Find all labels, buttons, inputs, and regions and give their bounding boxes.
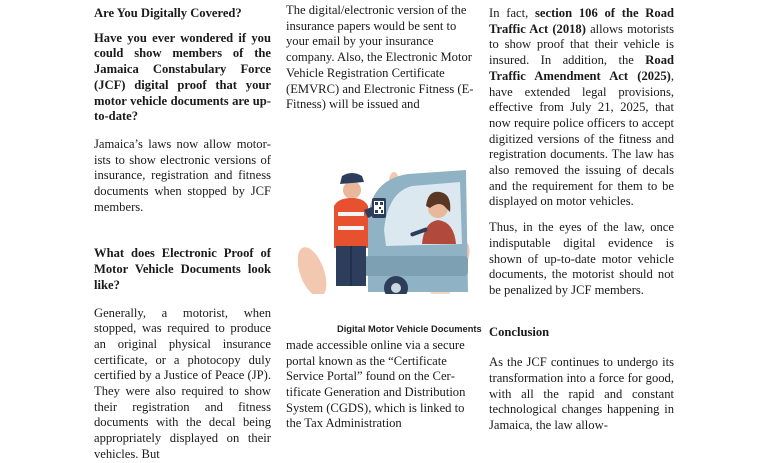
lead-question: Have you ever wondered if you could show members of the Jamaica Constabulary Force (JCF) digital proof that your motor vehicle documents are up-to-date? [94, 30, 271, 124]
image-caption: Digital Motor Vehicle Documents [337, 324, 482, 334]
paragraph-conclusion: As the JCF continues to undergo its transformation into a force for good, with all the rapid and constant technological changes happening in Jamaica, the law allow- [489, 355, 674, 433]
paragraph-in-fact: In fact, section 106 of the Road Traffic Act (2018) allows motorists to show proof that their vehicle is insured. In addition, the Road Traffic Amendment Act (2025), have extended legal provisions, effective from July 21, 2025, that now require police officers to accept digitized versions of the fitness and registration documents. The law has also removed the issuing of decals and the requirement for them to be displayed on motor vehicles. [489, 6, 674, 209]
column-3 [489, 0, 674, 434]
paragraph-digital-version: The digital/electronic version of the insurance papers would be sent to your email by your insurance company. Also, the Electronic Motor Vehicle Registration Certificate (EMVRC) and Electronic Fitness (E-Fitness) will be issued and [286, 3, 474, 112]
road-traffic-amendment-reference: Road Traffic Amendment Act (2025) [489, 53, 674, 83]
column-1 [94, 0, 271, 463]
intro-paragraph: Jamaica’s laws now allow motorists to show electronic versions of insurance, registration and fitness documents when stopped by JCF members. [94, 136, 271, 214]
heading-conclusion: Conclusion [489, 324, 550, 339]
road-traffic-act-reference: section 106 of the Road Traffic Act (2018) [489, 6, 674, 36]
paragraph-generally: Generally, a motorist, when stopped, was required to produce an original physical insurance certificate, or a photocopy duly certified by a Justice of Peace (JP). They were also required to show their registration and fitness documents with the decal being appropriately displayed on their vehicles. But [94, 305, 271, 461]
paragraph-thus: Thus, in the eyes of the law, once indisputable digital evidence is shown of up-to-date motor vehicle documents, the motorist should not be penalized by JCF members. [489, 220, 674, 297]
police-checking-driver-illustration [298, 160, 470, 300]
heading-digitally-covered: Are You Digitally Covered? [94, 6, 242, 20]
paragraph-portal: made accessible online via a secure portal known as the “Certificate Service Portal” found on the Certificate Generation and Distribution System (CGDS), which is linked to the Tax Administration [286, 337, 466, 431]
heading-electronic-proof: What does Electronic Proof of Motor Vehicle Documents look like? [94, 246, 271, 292]
